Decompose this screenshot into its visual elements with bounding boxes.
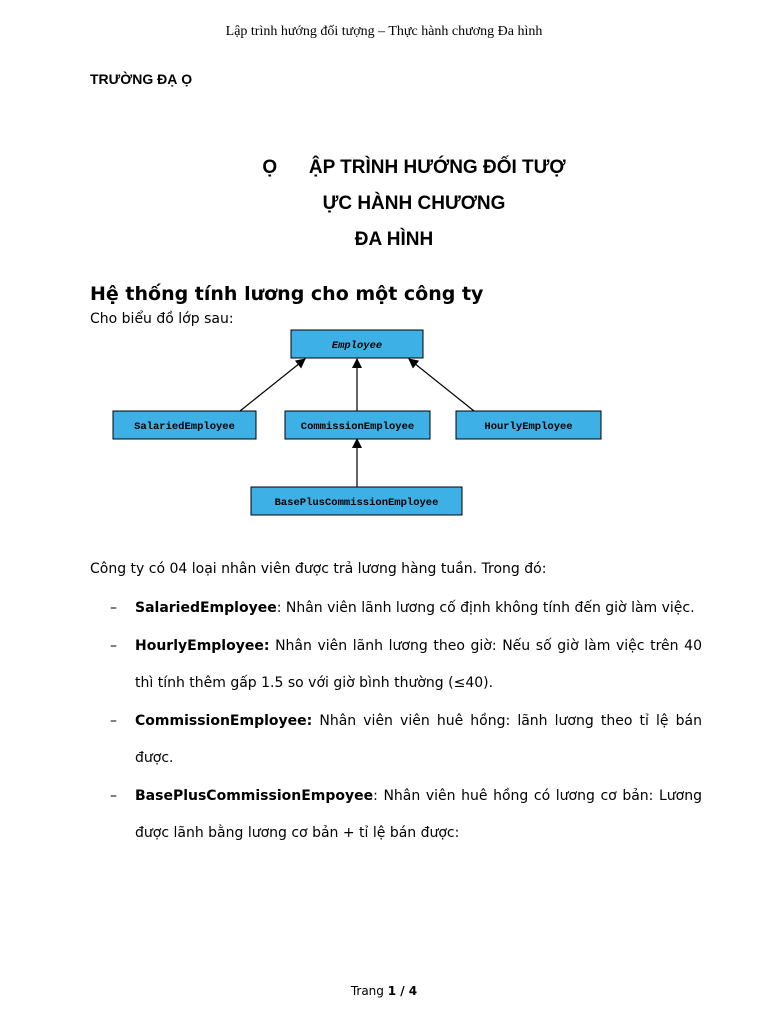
list-dash: – [110,712,117,729]
list-text: Nhân viên viên huê hồng: lãnh lương theo tỉ lệ bán được. [135,712,702,766]
title-line-3: ĐA HÌNH [354,229,434,250]
list-term: BasePlusCommissionEmpoyee [135,787,374,804]
title-line-1: Ọ ẬP TRÌNH HƯỚNG ĐỐI TƯỢ [262,157,566,178]
list-dash: – [110,637,117,654]
list-term: SalariedEmployee [135,600,277,616]
list-text: : Nhân viên huê hồng có lương cơ bản: Lương được lãnh bằng lương cơ bản + tỉ lệ bán được: [135,787,702,841]
employee-type-list [110,590,702,853]
node-hourly-label: HourlyEmployee [484,421,573,433]
footer-prefix: Trang [350,984,388,998]
edge-salaried-employee [240,359,305,411]
list-item [110,628,702,703]
node-hourly-employee [456,411,601,439]
node-salaried-label: SalariedEmployee [134,421,235,433]
node-commission-label: CommissionEmployee [300,421,415,433]
list-term: CommissionEmployee: [135,712,313,729]
page-number: 1 / 4 [387,984,418,998]
node-basepluscommission-label: BasePlusCommissionEmployee [274,497,439,509]
list-item [110,703,702,778]
node-salaried-employee [113,411,256,439]
description-paragraph: Công ty có 04 loại nhân viên được trả lương hàng tuần. Trong đó: [90,561,547,577]
node-commission-employee [285,411,430,439]
node-employee [291,330,423,358]
page-header: Lập trình hướng đối tượng – Thực hành chương Đa hình [225,24,543,39]
list-item [110,778,702,853]
list-dash: – [110,600,117,616]
node-employee-label: Employee [331,340,383,352]
list-item [110,590,702,628]
intro-text: Cho biểu đồ lớp sau: [90,311,234,327]
title-line-2: ỰC HÀNH CHƯƠNG [322,193,506,214]
list-text: Nhân viên lãnh lương theo giờ: Nếu số giờ làm việc trên 40 thì tính thêm gấp 1.5 so với giờ bình thường (≤40). [135,637,702,691]
page-footer [0,984,768,998]
school-name: TRƯỜNG ĐẠ Ọ [90,71,193,87]
list-dash: – [110,787,117,804]
section-heading: Hệ thống tính lương cho một công ty [90,283,484,305]
list-text: : Nhân viên lãnh lương cố định không tính đến giờ làm việc. [276,600,695,616]
node-basepluscommission-employee [251,487,462,515]
list-term: HourlyEmployee: [135,637,270,654]
edge-hourly-employee [409,359,474,411]
